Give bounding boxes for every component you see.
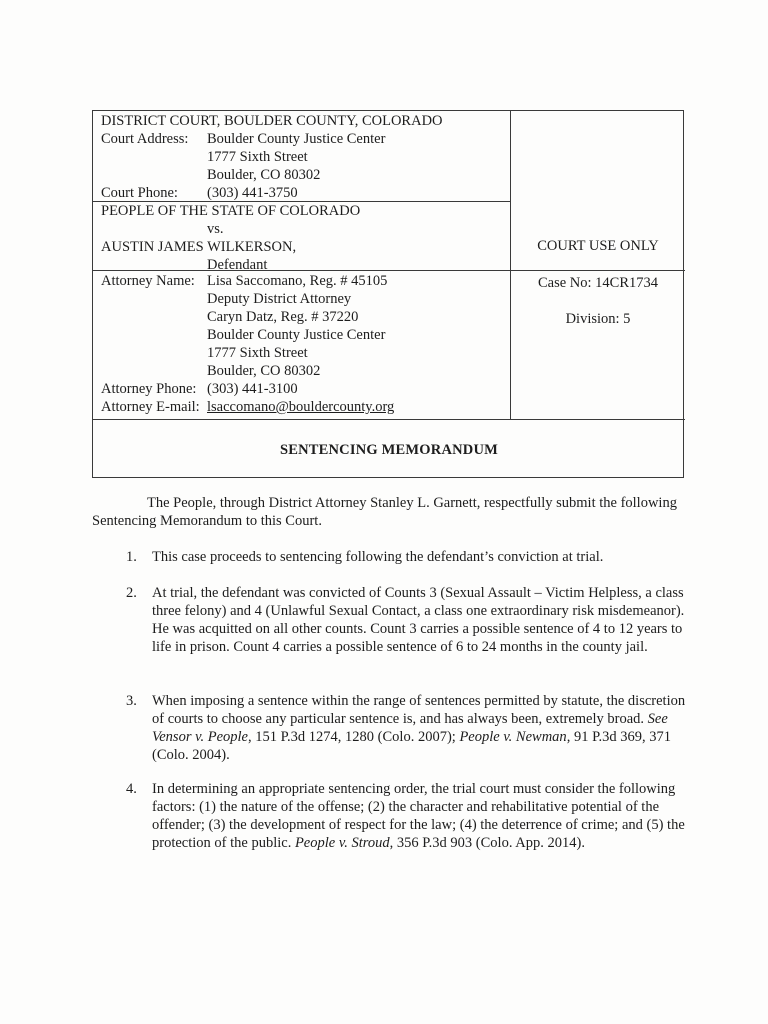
court-phone-row xyxy=(101,184,443,202)
attorney-line1: Lisa Saccomano, Reg. # 45105 xyxy=(207,273,388,289)
attorney-email-row xyxy=(101,398,394,416)
plaintiff-name: PEOPLE OF THE STATE OF COLORADO xyxy=(101,203,361,219)
attorney-phone-row xyxy=(101,380,394,398)
caption-divider-vertical xyxy=(510,111,511,419)
attorney-row-4 xyxy=(101,326,394,344)
case-number: Case No: 14CR1734 xyxy=(537,275,659,291)
attorney-email-label: Attorney E-mail: xyxy=(101,399,200,415)
attorney-info-block xyxy=(101,272,394,416)
attorney-name-label: Attorney Name: xyxy=(101,273,195,289)
case-caption-table xyxy=(92,110,684,478)
parties-block xyxy=(101,202,360,274)
attorney-line5: 1777 Sixth Street xyxy=(207,345,308,361)
attorney-row-2 xyxy=(101,290,394,308)
intro-paragraph: The People, through District Attorney Stanley L. Garnett, respectfully submit the following Sentencing Memorandum to this Court. xyxy=(92,495,677,529)
paragraph-text-c: , 91 P.3d 369, 371 (Colo. 2004). xyxy=(152,729,672,763)
numbered-paragraph-1 xyxy=(126,548,686,566)
paragraph-number: 4. xyxy=(126,781,137,797)
court-address-row xyxy=(101,130,443,148)
paragraph-text: At trial, the defendant was convicted of Counts 3 (Sexual Assault – Victim Helpless, a class three felony) and 4 (Unlawful Sexual Contact, a class one extraordinary risk misdemeanor). He was acquitted on all other counts. Count 3 carries a possible sentence of 4 to 12 years to life in prison. Count 4 carries a possible sentence of 6 to 24 months in the county jail. xyxy=(152,585,685,655)
attorney-row-5 xyxy=(101,344,394,362)
paragraph-text-a: In determining an appropriate sentencing order, the trial court must consider the following factors: (1) the nature of the offense; (2) the character and rehabilitative potential of the offender; (3) the development of respect for the law; (4) the deterrence of crime; and (5) the protection of the public. xyxy=(152,781,685,851)
paragraph-number: 1. xyxy=(126,549,137,565)
paragraph-text-b: , 151 P.3d 1274, 1280 (Colo. 2007); xyxy=(247,729,460,745)
defendant-name: AUSTIN JAMES WILKERSON, xyxy=(101,239,297,255)
attorney-phone: (303) 441-3100 xyxy=(207,381,298,397)
court-address-line2: 1777 Sixth Street xyxy=(207,149,308,165)
versus-text: vs. xyxy=(207,221,224,237)
document-title: SENTENCING MEMORANDUM xyxy=(279,442,499,458)
case-citation: People v. Stroud xyxy=(294,835,390,851)
caption-divider-3 xyxy=(93,419,685,420)
court-address-label: Court Address: xyxy=(101,131,189,147)
paragraph-text xyxy=(152,780,686,852)
defendant-label: Defendant xyxy=(207,257,268,273)
attorney-email-link[interactable]: lsaccomano@bouldercounty.org xyxy=(207,399,395,415)
court-address-line3: Boulder, CO 80302 xyxy=(207,167,321,183)
attorney-row-3 xyxy=(101,308,394,326)
attorney-line6: Boulder, CO 80302 xyxy=(207,363,321,379)
court-name: DISTRICT COURT, BOULDER COUNTY, COLORADO xyxy=(101,113,443,129)
division-number: Division: 5 xyxy=(565,311,631,327)
attorney-row-6 xyxy=(101,362,394,380)
numbered-paragraph-4 xyxy=(126,780,686,852)
paragraph-number: 2. xyxy=(126,585,137,601)
attorney-phone-label: Attorney Phone: xyxy=(101,381,197,397)
numbered-paragraph-3 xyxy=(126,692,686,764)
paragraph-text-b: , 356 P.3d 903 (Colo. App. 2014). xyxy=(389,835,585,851)
paragraph-number: 3. xyxy=(126,693,137,709)
paragraph-text: This case proceeds to sentencing following the defendant’s conviction at trial. xyxy=(152,549,604,565)
attorney-name-row xyxy=(101,272,394,290)
court-address-line1: Boulder County Justice Center xyxy=(207,131,386,147)
court-address-row-3 xyxy=(101,166,443,184)
court-use-only-label: COURT USE ONLY xyxy=(537,238,659,254)
versus-row xyxy=(101,220,360,238)
case-citation: People v. Newman xyxy=(459,729,567,745)
case-citation: See Vensor v. People xyxy=(152,711,668,745)
paragraph-text xyxy=(152,692,686,764)
court-phone: (303) 441-3750 xyxy=(207,185,298,201)
numbered-paragraph-2 xyxy=(126,584,686,656)
attorney-line2: Deputy District Attorney xyxy=(207,291,352,307)
attorney-line4: Boulder County Justice Center xyxy=(207,327,386,343)
attorney-line3: Caryn Datz, Reg. # 37220 xyxy=(207,309,359,325)
court-info-block xyxy=(101,112,443,202)
paragraph-text-a: When imposing a sentence within the range of sentences permitted by statute, the discretion of courts to choose any particular sentence is, and has always been, extremely broad. xyxy=(152,693,686,727)
court-phone-label: Court Phone: xyxy=(101,185,178,201)
court-address-row-2 xyxy=(101,148,443,166)
